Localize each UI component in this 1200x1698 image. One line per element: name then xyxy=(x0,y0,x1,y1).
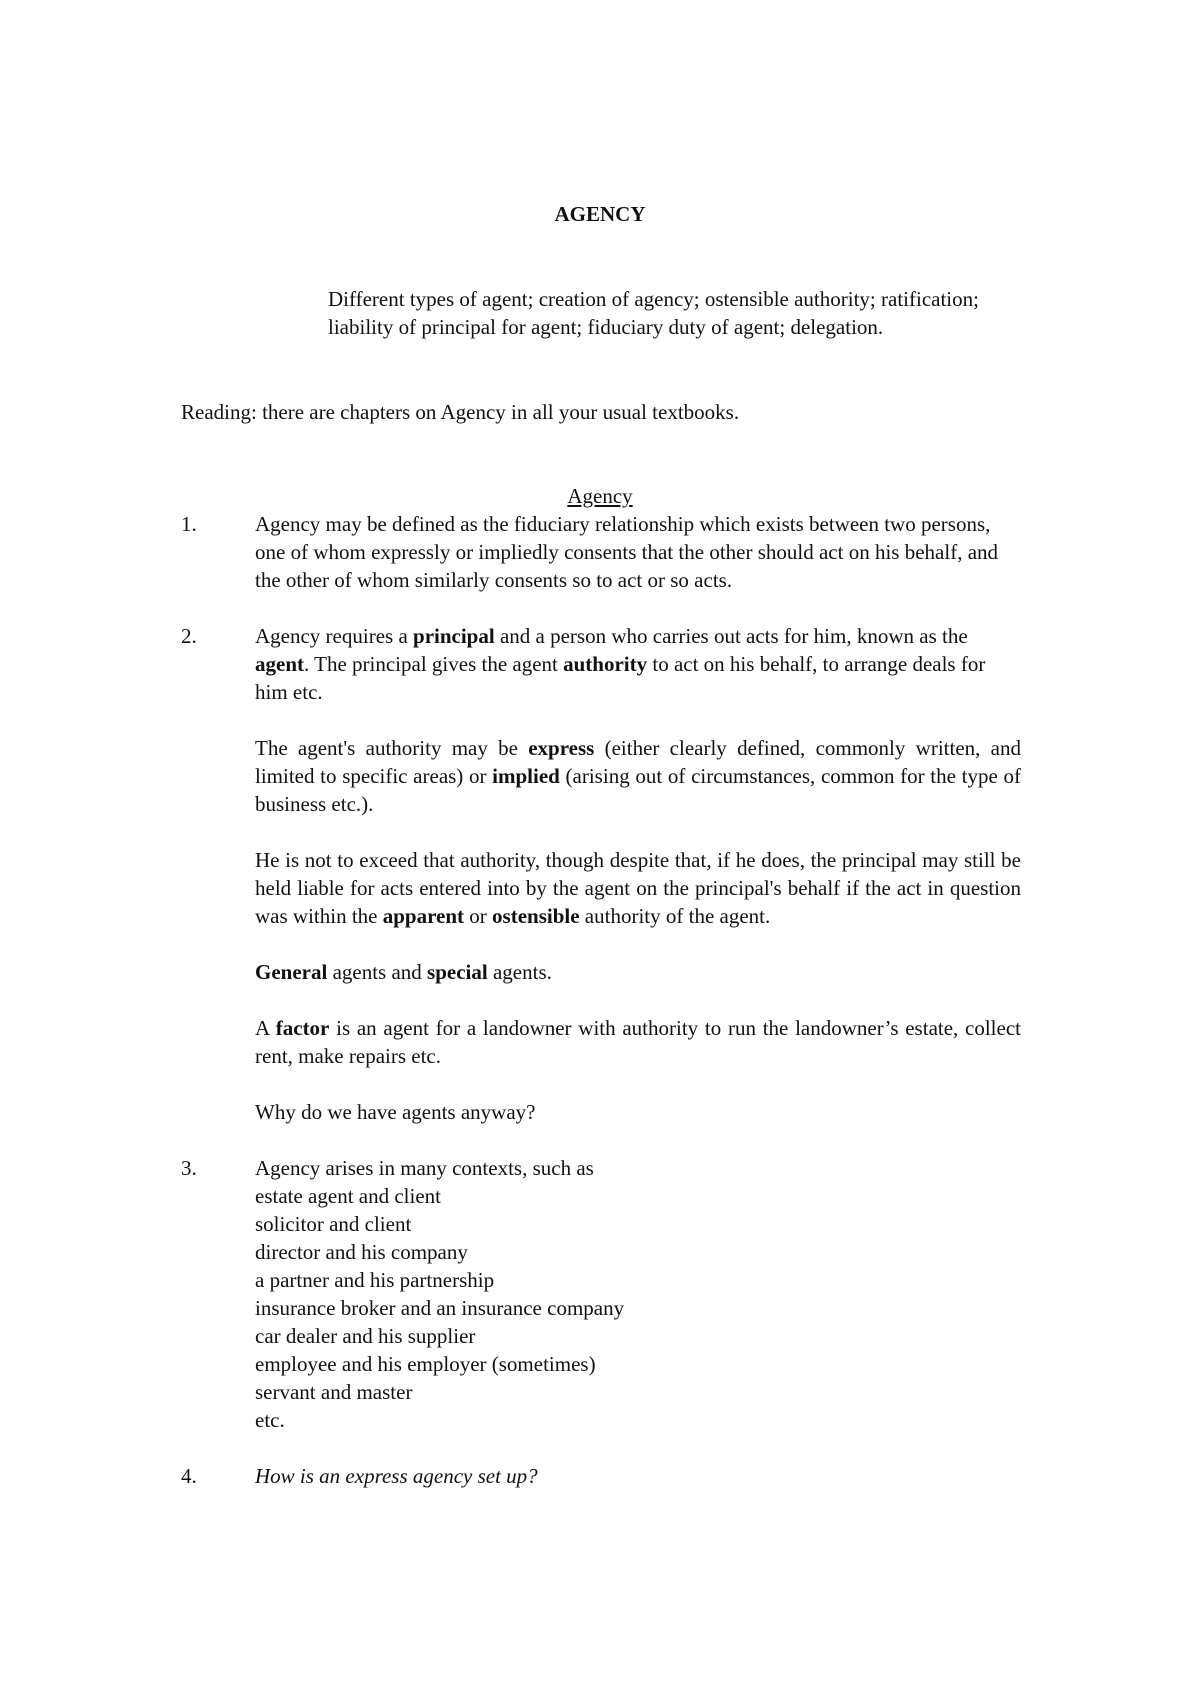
term-ostensible: ostensible xyxy=(492,904,580,928)
term-agent: agent xyxy=(255,652,304,676)
list-item-1 xyxy=(181,510,1021,594)
item-1-text: Agency may be defined as the fiduciary relationship which exists between two persons, one of whom expressly or impliedly consents that the other should act on his behalf, and the other of whom similarly consents so to act or so acts. xyxy=(255,512,999,592)
item-number: 1. xyxy=(181,512,197,536)
reading-note: Reading: there are chapters on Agency in all your usual textbooks. xyxy=(181,400,740,424)
section-heading: Agency xyxy=(567,484,633,508)
context-line: a partner and his partnership xyxy=(255,1268,495,1292)
context-line: Agency arises in many contexts, such as xyxy=(255,1156,594,1180)
document-title: AGENCY xyxy=(554,202,646,226)
term-general: General xyxy=(255,960,328,984)
list-item-3 xyxy=(181,1154,1021,1434)
topics-summary: Different types of agent; creation of agency; ostensible authority; ratification; liability of principal for agent; fiduciary duty of agent; delegation. xyxy=(328,287,979,339)
item-number: 4. xyxy=(181,1464,197,1488)
item-number: 2. xyxy=(181,624,197,648)
term-express: express xyxy=(528,736,595,760)
item-4-question: How is an express agency set up? xyxy=(255,1464,538,1488)
context-line: estate agent and client xyxy=(255,1184,441,1208)
item-2-paragraph-3: He is not to exceed that authority, though despite that, if he does, the principal may still be held liable for acts entered into by the agent on the principal's behalf if the act in question was within the apparent or ostensible authority of the agent. xyxy=(255,848,1021,928)
context-line: employee and his employer (sometimes) xyxy=(255,1352,596,1376)
item-2-paragraph-2: The agent's authority may be express (either clearly defined, commonly written, and limited to specific areas) or implied (arising out of circumstances, common for the type of business etc.). xyxy=(255,736,1021,816)
context-line: servant and master xyxy=(255,1380,413,1404)
context-line: car dealer and his supplier xyxy=(255,1324,476,1348)
context-list xyxy=(255,1154,1021,1434)
item-2-paragraph-4: General agents and special agents. xyxy=(255,960,552,984)
term-special: special xyxy=(427,960,488,984)
list-item-4 xyxy=(181,1462,1021,1490)
numbered-list xyxy=(181,510,1021,1518)
item-2-paragraph-1: Agency requires a principal and a person who carries out acts for him, known as the agent. The principal gives the agent authority to act on his behalf, to arrange deals for him etc. xyxy=(255,624,986,704)
item-2-paragraph-5: A factor is an agent for a landowner with authority to run the landowner’s estate, collect rent, make repairs etc. xyxy=(255,1016,1021,1068)
term-apparent: apparent xyxy=(382,904,465,928)
context-line: director and his company xyxy=(255,1240,468,1264)
context-line: solicitor and client xyxy=(255,1212,412,1236)
term-authority: authority xyxy=(563,652,648,676)
list-item-2 xyxy=(181,622,1021,1126)
term-factor: factor xyxy=(275,1016,330,1040)
context-line: etc. xyxy=(255,1408,285,1432)
context-line: insurance broker and an insurance company xyxy=(255,1296,625,1320)
term-implied: implied xyxy=(492,764,560,788)
item-number: 3. xyxy=(181,1156,197,1180)
term-principal: principal xyxy=(413,624,495,648)
item-2-paragraph-6: Why do we have agents anyway? xyxy=(255,1100,536,1124)
